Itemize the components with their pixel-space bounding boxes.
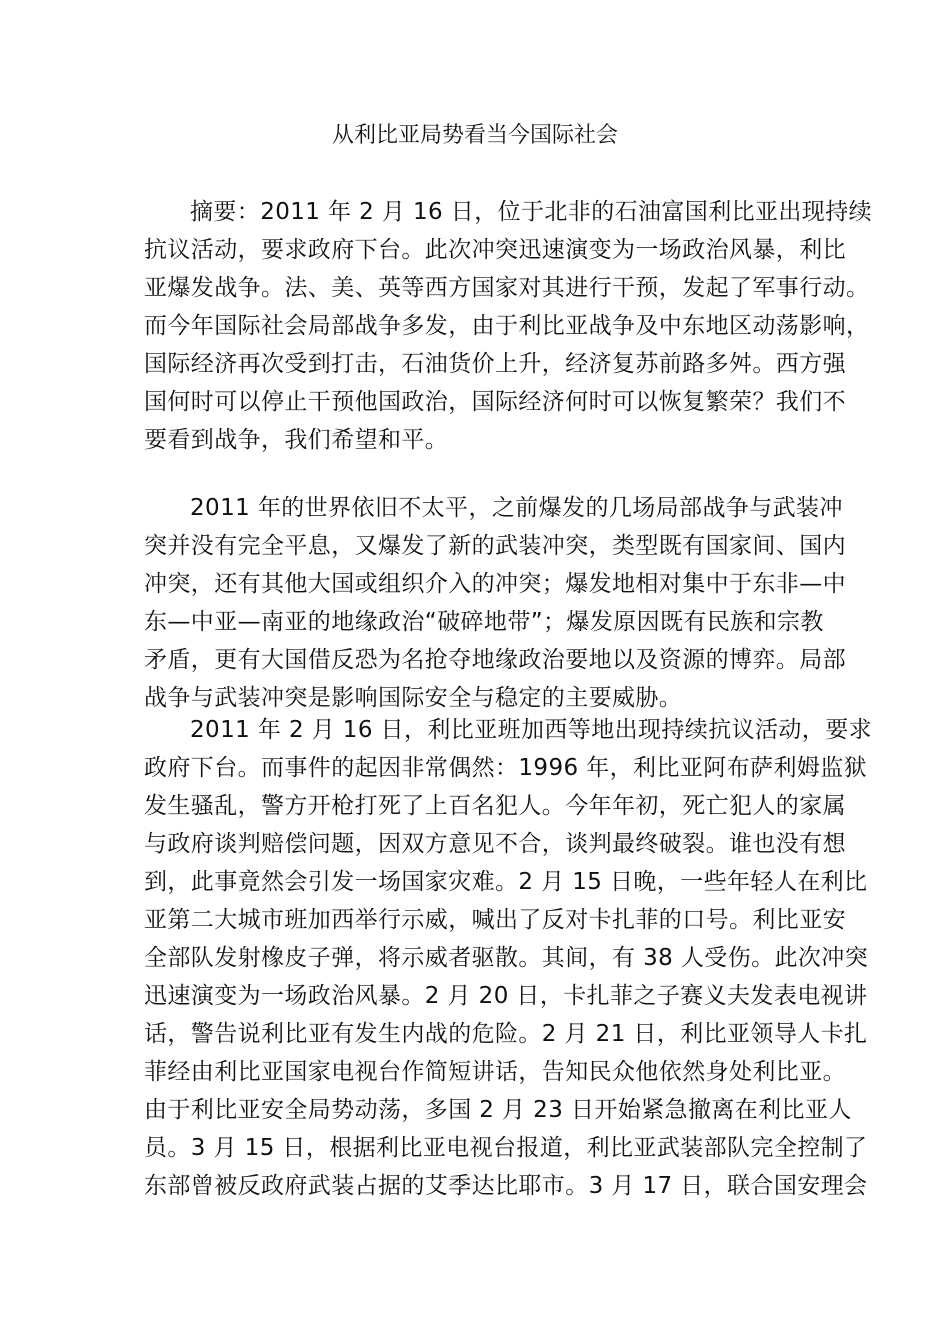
text-line: 摘要：2011 年 2 月 16 日，位于北非的石油富国利比亚出现持续 xyxy=(190,199,872,225)
text-line: 话，警告说利比亚有发生内战的危险。2 月 21 日，利比亚领导人卡扎 xyxy=(144,1021,868,1047)
document-title: 从利比亚局势看当今国际社会 xyxy=(331,123,618,148)
text-line: 亚第二大城市班加西举行示威，喊出了反对卡扎菲的口号。利比亚安 xyxy=(144,907,846,933)
text-line: 国何时可以停止干预他国政治，国际经济何时可以恢复繁荣？我们不 xyxy=(144,389,846,415)
text-line: 战争与武装冲突是影响国际安全与稳定的主要威胁。 xyxy=(144,685,683,711)
text-line: 突并没有完全平息，又爆发了新的武装冲突，类型既有国家间、国内 xyxy=(144,533,846,559)
text-line: 与政府谈判赔偿问题，因双方意见不合，谈判最终破裂。谁也没有想 xyxy=(144,831,846,857)
text-line: 东—中亚—南亚的地缘政治“破碎地带”；爆发原因既有民族和宗教 xyxy=(144,609,824,635)
text-line: 东部曾被反政府武装占据的艾季达比耶市。3 月 17 日，联合国安理会 xyxy=(144,1173,868,1199)
text-line: 2011 年 2 月 16 日，利比亚班加西等地出现持续抗议活动，要求 xyxy=(190,717,872,743)
text-line: 政府下台。而事件的起因非常偶然：1996 年，利比亚阿布萨利姆监狱 xyxy=(144,755,868,781)
text-line: 亚爆发战争。法、美、英等西方国家对其进行干预，发起了军事行动。 xyxy=(144,275,870,301)
text-line: 到，此事竟然会引发一场国家灾难。2 月 15 日晚，一些年轻人在利比 xyxy=(144,869,868,895)
body-paragraph xyxy=(144,711,872,1205)
text-line: 迅速演变为一场政治风暴。2 月 20 日，卡扎菲之子赛义夫发表电视讲 xyxy=(144,983,868,1009)
body-paragraph xyxy=(144,489,846,717)
text-line: 2011 年的世界依旧不太平，之前爆发的几场局部战争与武装冲 xyxy=(190,495,843,521)
text-line: 国际经济再次受到打击，石油货价上升，经济复苏前路多舛。西方强 xyxy=(144,351,846,377)
text-line: 要看到战争，我们希望和平。 xyxy=(144,427,449,453)
text-line: 冲突，还有其他大国或组织介入的冲突；爆发地相对集中于东非—中 xyxy=(144,571,846,597)
text-line: 而今年国际社会局部战争多发，由于利比亚战争及中东地区动荡影响， xyxy=(144,313,870,339)
abstract-paragraph xyxy=(144,193,872,459)
text-line: 菲经由利比亚国家电视台作简短讲话，告知民众他依然身处利比亚。 xyxy=(144,1059,846,1085)
text-line: 员。3 月 15 日，根据利比亚电视台报道，利比亚武装部队完全控制了 xyxy=(144,1135,868,1161)
text-line: 矛盾，更有大国借反恐为名抢夺地缘政治要地以及资源的博弈。局部 xyxy=(144,647,846,673)
text-line: 抗议活动，要求政府下台。此次冲突迅速演变为一场政治风暴，利比 xyxy=(144,237,846,263)
text-line: 由于利比亚安全局势动荡，多国 2 月 23 日开始紧急撤离在利比亚人 xyxy=(144,1097,852,1123)
text-line: 全部队发射橡皮子弹，将示威者驱散。其间，有 38 人受伤。此次冲突 xyxy=(144,945,869,971)
text-line: 发生骚乱，警方开枪打死了上百名犯人。今年年初，死亡犯人的家属 xyxy=(144,793,846,819)
